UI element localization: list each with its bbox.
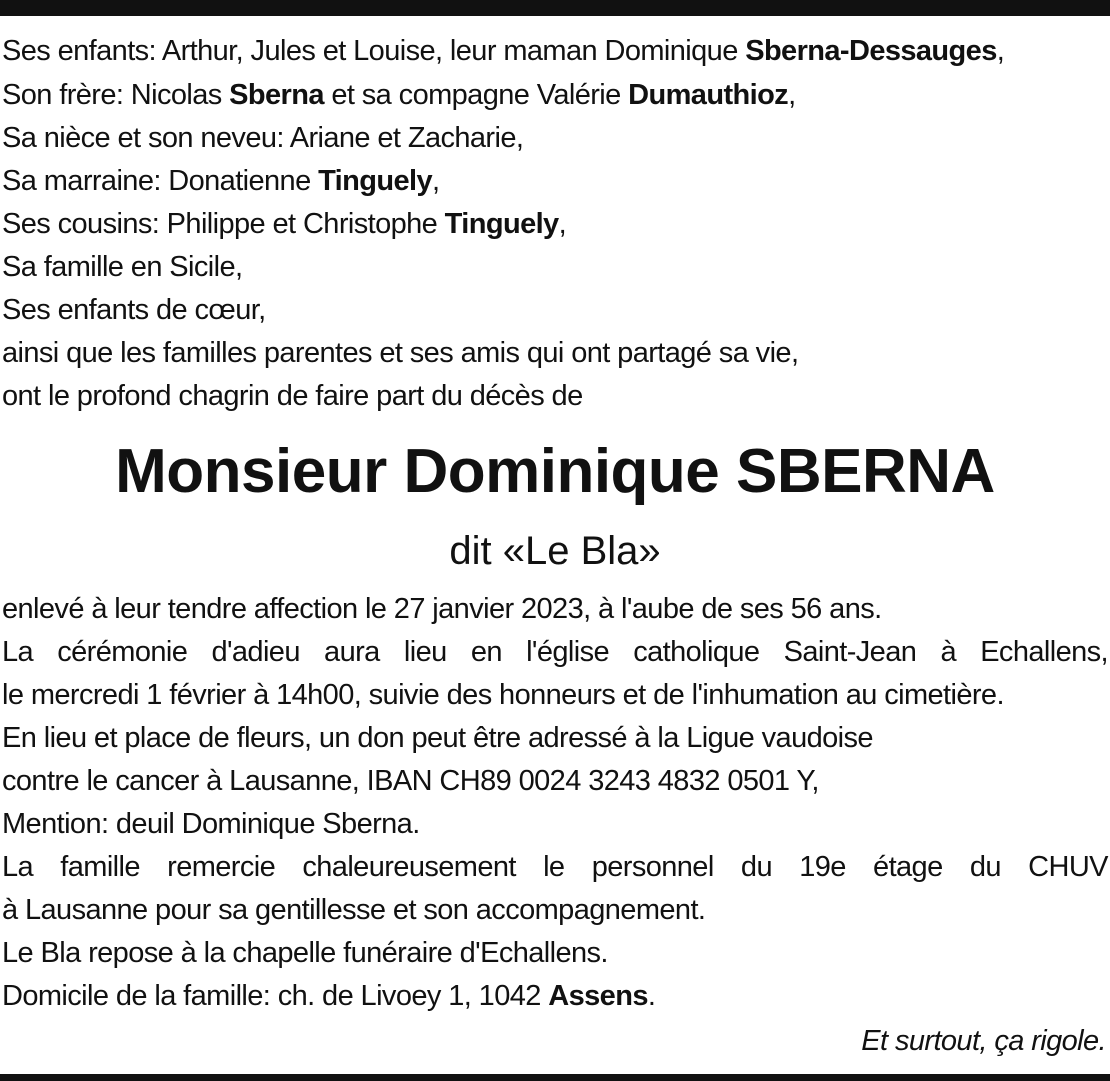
donation-line-1: En lieu et place de fleurs, un don peut être adressé à la Ligue vaudoise bbox=[2, 722, 873, 754]
family-cousins-line: Ses cousins: Philippe et Christophe Tinguely, bbox=[2, 208, 567, 240]
ceremony-word: à bbox=[940, 636, 956, 668]
ceremony-word: aura bbox=[324, 636, 380, 668]
family-friends-line: ainsi que les familles parentes et ses amis qui ont partagé sa vie, bbox=[2, 337, 799, 369]
ceremony-word: Saint-Jean bbox=[783, 636, 917, 668]
donation-line-2: contre le cancer à Lausanne, IBAN CH89 0024 3243 4832 0501 Y, bbox=[2, 765, 819, 797]
ceremony-word: catholique bbox=[633, 636, 760, 668]
bottom-rule bbox=[0, 1074, 1110, 1081]
closing-line: Et surtout, ça rigole. bbox=[861, 1025, 1106, 1057]
thanks-word: famille bbox=[60, 851, 140, 883]
family-brother-line: Son frère: Nicolas Sberna et sa compagne Valérie Dumauthioz, bbox=[2, 79, 796, 111]
family-heart-line: Ses enfants de cœur, bbox=[2, 294, 266, 326]
announcement-line: ont le profond chagrin de faire part du décès de bbox=[2, 380, 583, 412]
thanks-word: chaleureusement bbox=[302, 851, 516, 883]
brother-partner-surname: Dumauthioz bbox=[628, 79, 789, 111]
home-line: Domicile de la famille: ch. de Livoey 1, 1042 Assens. bbox=[2, 980, 656, 1012]
family-children-line: Ses enfants: Arthur, Jules et Louise, leur maman Dominique Sberna-Dessauges, bbox=[2, 35, 1005, 67]
children-text: Ses enfants: Arthur, Jules et Louise, leur maman Dominique bbox=[2, 35, 738, 67]
brother-text: Son frère: Nicolas bbox=[2, 79, 222, 111]
deceased-nickname: dit «Le Bla» bbox=[449, 529, 661, 573]
brother-surname: Sberna bbox=[229, 79, 324, 111]
thanks-word: du bbox=[740, 851, 772, 883]
home-text: Domicile de la famille: ch. de Livoey 1, 1042 bbox=[2, 980, 541, 1012]
thanks-line-2: à Lausanne pour sa gentillesse et son accompagnement. bbox=[2, 894, 706, 926]
ceremony-word: lieu bbox=[403, 636, 447, 668]
godmother-surname: Tinguely bbox=[318, 165, 432, 197]
cousins-text: Ses cousins: Philippe et Christophe bbox=[2, 208, 438, 240]
thanks-word: CHUV bbox=[1028, 851, 1108, 883]
ceremony-word: l'église bbox=[526, 636, 610, 668]
mention-line: Mention: deuil Dominique Sberna. bbox=[2, 808, 420, 840]
thanks-word: 19e bbox=[799, 851, 846, 883]
family-godmother-line: Sa marraine: Donatienne Tinguely, bbox=[2, 165, 440, 197]
ceremony-word: d'adieu bbox=[211, 636, 300, 668]
thanks-line-1 bbox=[2, 846, 1108, 889]
godmother-text: Sa marraine: Donatienne bbox=[2, 165, 311, 197]
brother-partner-text: et sa compagne Valérie bbox=[331, 79, 621, 111]
ceremony-word: La bbox=[2, 636, 34, 668]
family-niece-line: Sa nièce et son neveu: Ariane et Zacharie, bbox=[2, 122, 524, 154]
ceremony-word: cérémonie bbox=[57, 636, 188, 668]
home-place: Assens bbox=[548, 980, 648, 1012]
ceremony-line-1 bbox=[2, 631, 1108, 674]
deceased-name: Monsieur Dominique SBERNA bbox=[115, 437, 995, 506]
rests-line: Le Bla repose à la chapelle funéraire d'Echallens. bbox=[2, 937, 608, 969]
thanks-word: La bbox=[2, 851, 34, 883]
thanks-word: personnel bbox=[591, 851, 714, 883]
ceremony-word: Echallens, bbox=[980, 636, 1108, 668]
family-sicily-line: Sa famille en Sicile, bbox=[2, 251, 243, 283]
top-rule bbox=[0, 0, 1110, 16]
children-mother-surname: Sberna-Dessauges bbox=[745, 35, 997, 67]
thanks-word: remercie bbox=[167, 851, 276, 883]
cousins-surname: Tinguely bbox=[444, 208, 559, 240]
thanks-word: du bbox=[969, 851, 1001, 883]
ceremony-word: en bbox=[470, 636, 502, 668]
thanks-word: étage bbox=[873, 851, 943, 883]
ceremony-line-2: le mercredi 1 février à 14h00, suivie des honneurs et de l'inhumation au cimetière. bbox=[2, 679, 1004, 711]
passing-line: enlevé à leur tendre affection le 27 janvier 2023, à l'aube de ses 56 ans. bbox=[2, 593, 882, 625]
thanks-word: le bbox=[543, 851, 565, 883]
